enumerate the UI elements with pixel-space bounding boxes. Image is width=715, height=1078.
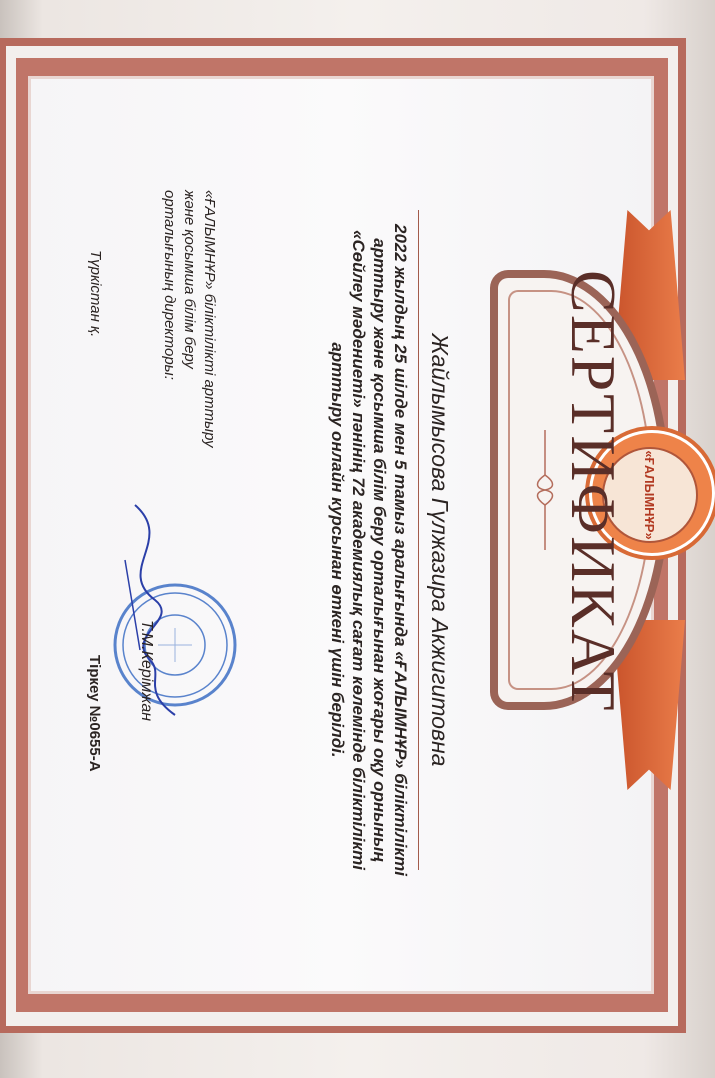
ornament-flourish <box>535 430 555 550</box>
body-line: 2022 жылдың 25 шілде мен 5 тамыз аралығында «ҒАЛЫМНҰР» біліктілікті <box>391 223 410 876</box>
body-line: «Сөйлеу мәдениеті» пәнінің 72 академиялық сағат көлемінде біліктілікті <box>349 230 368 870</box>
seal-label: «ҒАЛЫМНҰР» <box>642 450 658 540</box>
director-line: орталығының директоры: <box>161 190 178 380</box>
director-title <box>159 190 219 450</box>
body-line: арттыру және қосымша білім беру орталығынан жоғары оқу орнының <box>370 238 389 862</box>
signer-name: Т.М.Керімжан <box>138 620 155 722</box>
body-line: арттыру онлайн курсынан өткені үшін берілді. <box>328 342 347 758</box>
certificate-body <box>327 90 411 1010</box>
director-line: және қосымша білім беру <box>181 190 198 369</box>
registration-number: Тіркеу №0655-А <box>86 655 103 772</box>
director-line: «ҒАЛЫМНҰР» біліктілікті арттыру <box>201 190 218 448</box>
city-label: Түркістан қ. <box>87 250 104 338</box>
name-underline <box>418 210 419 870</box>
recipient-name: Жайлымысова Гүлжазира Акжигитовна <box>427 333 453 767</box>
certificate-title: СЕРТИФИКАТ <box>558 270 629 713</box>
